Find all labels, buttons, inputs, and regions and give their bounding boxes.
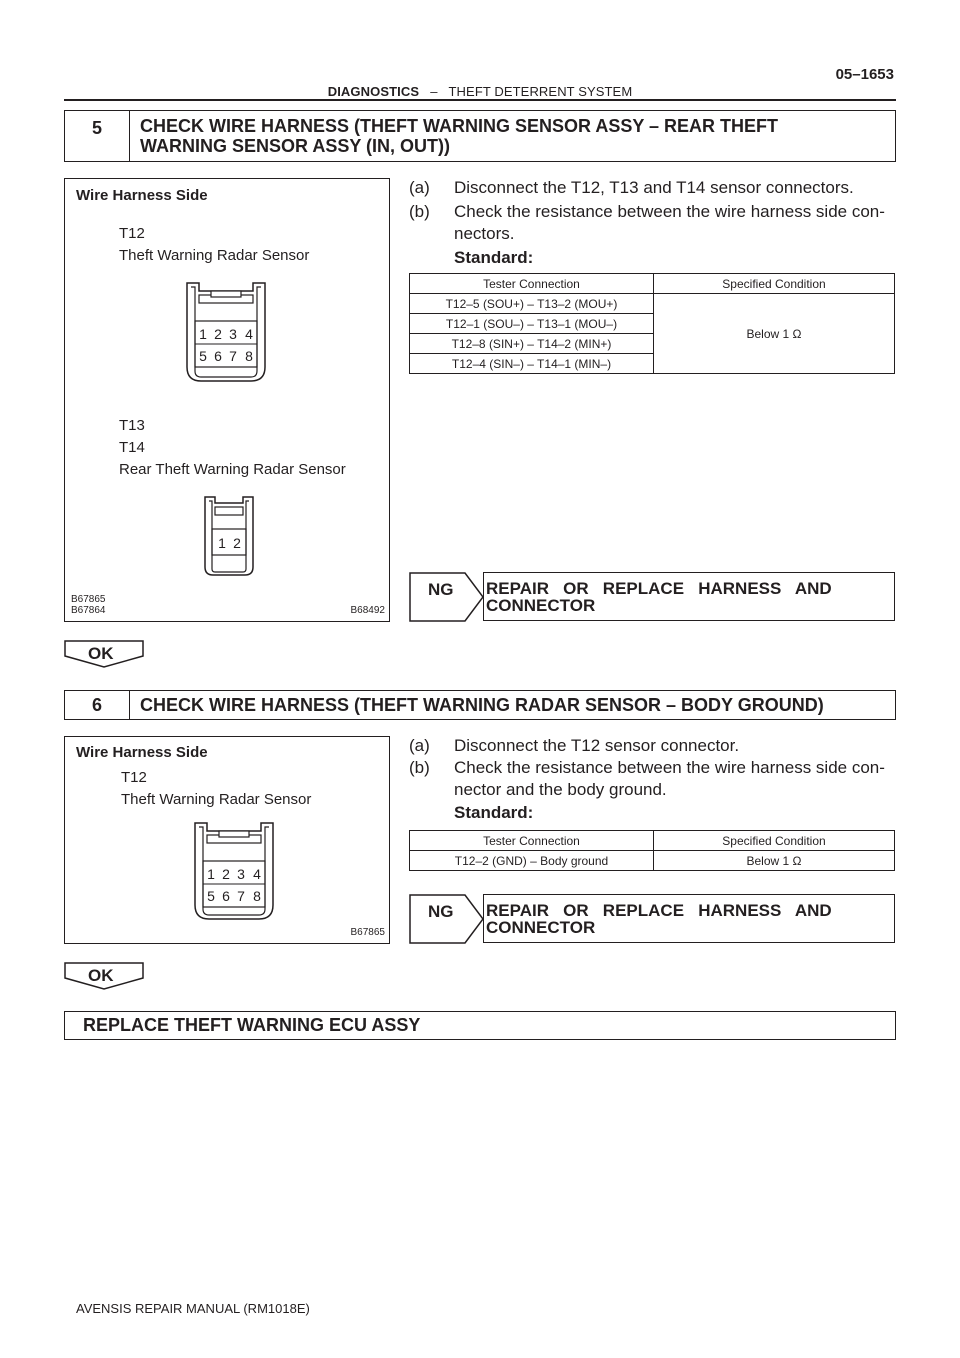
connector-t12-diagram xyxy=(181,279,271,385)
table-header-connection: Tester Connection xyxy=(410,274,654,294)
step-6-standard-label: Standard: xyxy=(454,803,534,822)
t12-pin-4: 4 xyxy=(245,326,253,342)
header-subsection: THEFT DETERRENT SYSTEM xyxy=(448,84,633,99)
step-6-spec-table xyxy=(409,830,895,871)
step-5-spec-table xyxy=(409,273,895,374)
final-action-text: REPLACE THEFT WARNING ECU ASSY xyxy=(83,1015,421,1035)
t12-pin-8: 8 xyxy=(245,348,253,364)
final-action-box xyxy=(64,1011,896,1040)
t13-t14-pin-2: 2 xyxy=(233,535,241,551)
step-6-ok-branch xyxy=(64,962,144,990)
t12-pin-4: 4 xyxy=(253,866,261,882)
table-cell-connection: T12–8 (SIN+) – T14–2 (MIN+) xyxy=(410,334,654,354)
connector-t13-id: T13 xyxy=(119,417,145,434)
ng-label: NG xyxy=(428,902,454,921)
figure-code-left-1: B67865 xyxy=(71,594,106,605)
instruction-label: (b) xyxy=(409,758,430,777)
table-cell-connection: T12–4 (SIN–) – T14–1 (MIN–) xyxy=(410,354,654,374)
header-separator: – xyxy=(430,84,438,99)
t12-pin-2: 2 xyxy=(222,866,230,882)
step-6-number: 6 xyxy=(65,691,130,719)
connector-t12-name: Theft Warning Radar Sensor xyxy=(119,247,310,264)
t12-pin-1: 1 xyxy=(199,326,207,342)
manual-footer: AVENSIS REPAIR MANUAL (RM1018E) xyxy=(76,1301,310,1316)
step-6-title: CHECK WIRE HARNESS (THEFT WARNING RADAR SENSOR – BODY GROUND) xyxy=(140,695,824,715)
t12-pin-6: 6 xyxy=(222,888,230,904)
ng-action-line1: REPAIR OR REPLACE HARNESS AND xyxy=(486,579,832,598)
step-6-ng-branch xyxy=(409,894,895,944)
step-5-figure xyxy=(64,178,390,622)
figure-heading: Wire Harness Side xyxy=(76,187,208,204)
instruction-text-continued: nector and the body ground. xyxy=(454,780,667,799)
step-5-title-line1: CHECK WIRE HARNESS (THEFT WARNING SENSOR ASSY – REAR THEFT xyxy=(140,116,779,136)
ng-action-line2: CONNECTOR xyxy=(486,918,596,937)
connector-t12-name: Theft Warning Radar Sensor xyxy=(121,791,312,808)
step-5-header xyxy=(64,110,896,162)
instruction-text: Disconnect the T12 sensor connector. xyxy=(454,736,740,755)
instruction-label: (b) xyxy=(409,202,430,221)
step-6-figure xyxy=(64,736,390,944)
step-6-instruction-a xyxy=(409,735,899,757)
instruction-label: (a) xyxy=(409,178,430,197)
ok-label: OK xyxy=(88,644,114,663)
instruction-text: Check the resistance between the wire harness side con- xyxy=(454,202,885,221)
t12-pin-6: 6 xyxy=(214,348,222,364)
table-row xyxy=(410,851,895,871)
instruction-text: Disconnect the T12, T13 and T14 sensor connectors. xyxy=(454,178,854,197)
instruction-label: (a) xyxy=(409,736,430,755)
connector-t12-diagram xyxy=(189,819,279,923)
connector-t12-id: T12 xyxy=(119,225,145,242)
step-6-instruction-b xyxy=(409,757,899,801)
step-5-standard-label: Standard: xyxy=(454,248,534,267)
instruction-text-continued: nectors. xyxy=(454,224,515,243)
t12-pin-7: 7 xyxy=(229,348,237,364)
table-header-condition: Specified Condition xyxy=(654,831,895,851)
t12-pin-5: 5 xyxy=(207,888,215,904)
t12-pin-3: 3 xyxy=(237,866,245,882)
step-5-instruction-a xyxy=(409,177,899,199)
figure-code-left-2: B67864 xyxy=(71,605,106,616)
table-header-connection: Tester Connection xyxy=(410,831,654,851)
table-header-row xyxy=(410,274,895,294)
ok-label: OK xyxy=(88,966,114,985)
ng-action-line2: CONNECTOR xyxy=(486,596,596,615)
running-header xyxy=(0,84,960,99)
connector-t13-t14-name: Rear Theft Warning Radar Sensor xyxy=(119,461,346,478)
table-cell-connection: T12–1 (SOU–) – T13–1 (MOU–) xyxy=(410,314,654,334)
step-5-number: 5 xyxy=(65,111,130,161)
figure-code-left xyxy=(71,594,105,616)
t12-pin-7: 7 xyxy=(237,888,245,904)
step-5-title xyxy=(140,116,889,156)
t12-pin-8: 8 xyxy=(253,888,261,904)
figure-code: B67865 xyxy=(350,927,385,938)
t12-pin-2: 2 xyxy=(214,326,222,342)
header-section: DIAGNOSTICS xyxy=(327,84,420,99)
connector-t13-t14-diagram xyxy=(201,493,257,579)
header-rule xyxy=(64,99,896,101)
connector-t12-id: T12 xyxy=(121,769,147,786)
t12-pin-5: 5 xyxy=(199,348,207,364)
table-row xyxy=(410,294,895,314)
figure-code-right: B68492 xyxy=(350,605,385,616)
ng-action-box xyxy=(483,894,895,943)
ng-action-box xyxy=(483,572,895,621)
t12-pin-1: 1 xyxy=(207,866,215,882)
connector-t14-id: T14 xyxy=(119,439,145,456)
ng-label: NG xyxy=(428,580,454,599)
table-header-row xyxy=(410,831,895,851)
step-5-ng-branch xyxy=(409,572,895,622)
t13-t14-pin-1: 1 xyxy=(218,535,226,551)
instruction-text: Check the resistance between the wire harness side con- xyxy=(454,758,885,777)
t12-pin-3: 3 xyxy=(229,326,237,342)
table-cell-condition: Below 1 Ω xyxy=(654,294,895,374)
figure-heading: Wire Harness Side xyxy=(76,744,208,761)
table-cell-connection: T12–2 (GND) – Body ground xyxy=(410,851,654,871)
table-header-condition: Specified Condition xyxy=(654,274,895,294)
page-number: 05–1653 xyxy=(835,66,894,83)
step-5-instruction-b xyxy=(409,201,899,245)
step-5-ok-branch xyxy=(64,640,144,668)
step-6-header xyxy=(64,690,896,720)
table-cell-connection: T12–5 (SOU+) – T13–2 (MOU+) xyxy=(410,294,654,314)
ng-action-line1: REPAIR OR REPLACE HARNESS AND xyxy=(486,901,832,920)
table-cell-condition: Below 1 Ω xyxy=(654,851,895,871)
step-5-title-line2: WARNING SENSOR ASSY (IN, OUT)) xyxy=(140,136,451,156)
